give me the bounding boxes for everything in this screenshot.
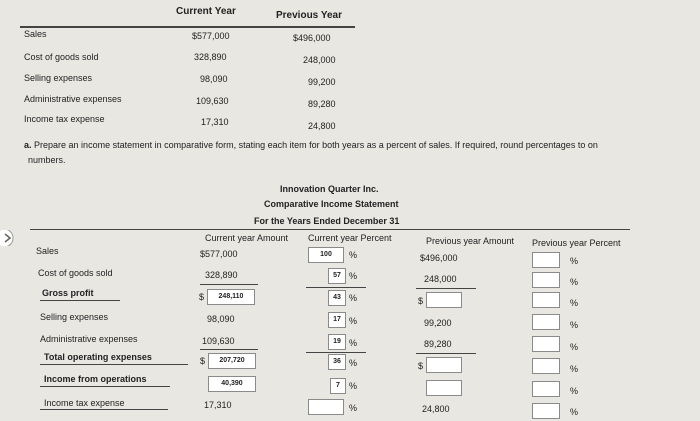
- current-percent-input[interactable]: 100: [308, 247, 344, 263]
- col-current-amount: Current year Amount: [205, 233, 289, 243]
- row-current: 17,310: [201, 117, 229, 127]
- current-percent-input[interactable]: 57: [328, 268, 346, 284]
- percent-sign: %: [349, 316, 358, 326]
- current-percent-input[interactable]: 43: [328, 290, 346, 306]
- statement-row-label: Income tax expense: [44, 398, 125, 408]
- percent-sign: %: [570, 298, 579, 308]
- company-name: Innovation Quarter Inc.: [280, 184, 379, 194]
- current-amount: 109,630: [202, 336, 235, 346]
- row-previous: 89,280: [308, 99, 336, 109]
- previous-amount-input[interactable]: [426, 292, 462, 308]
- percent-sign: %: [349, 403, 358, 413]
- instructions-text: Prepare an income statement in comparative form, stating each item for both years as a percent of sales. If required, round percentages to on: [34, 140, 598, 150]
- current-amount: 17,310: [204, 400, 232, 410]
- percent-sign: %: [349, 293, 358, 303]
- statement-row-label: Selling expenses: [40, 312, 109, 322]
- previous-amount: 89,280: [424, 339, 452, 349]
- percent-sign: %: [570, 320, 579, 330]
- percent-sign: %: [349, 381, 358, 391]
- dollar-sign: $: [418, 296, 424, 306]
- dollar-sign: $: [418, 361, 424, 371]
- previous-amount: 24,800: [422, 404, 450, 414]
- header-previous-year: Previous Year: [276, 10, 342, 21]
- statement-row-label: Administrative expenses: [40, 334, 138, 344]
- percent-sign: %: [570, 256, 579, 266]
- current-amount-input[interactable]: 248,110: [207, 289, 255, 305]
- current-amount-input[interactable]: 40,390: [208, 376, 256, 392]
- statement-period: For the Years Ended December 31: [254, 216, 400, 226]
- percent-sign: %: [570, 342, 579, 352]
- previous-percent-input[interactable]: [532, 358, 560, 374]
- header-current-year: Current Year: [176, 6, 236, 17]
- statement-row-label: Cost of goods sold: [38, 268, 113, 278]
- current-percent-input[interactable]: 19: [328, 334, 346, 350]
- statement-row-label: Income from operations: [44, 374, 147, 384]
- row-previous: 248,000: [303, 55, 336, 65]
- current-amount: 98,090: [207, 314, 235, 324]
- current-percent-input[interactable]: [308, 399, 344, 415]
- previous-amount: 248,000: [424, 274, 457, 284]
- previous-percent-input[interactable]: [532, 292, 560, 308]
- row-label: Administrative expenses: [24, 94, 122, 104]
- previous-percent-input[interactable]: [532, 272, 560, 288]
- percent-sign: %: [349, 358, 358, 368]
- current-percent-input[interactable]: 36: [328, 354, 346, 370]
- dollar-sign: $: [200, 356, 206, 366]
- previous-amount: 99,200: [424, 318, 452, 328]
- statement-row-label: Gross profit: [42, 288, 94, 298]
- previous-percent-input[interactable]: [532, 252, 560, 268]
- instructions-prefix: a.: [24, 140, 32, 150]
- percent-sign: %: [570, 364, 579, 374]
- previous-percent-input[interactable]: [532, 403, 560, 419]
- percent-sign: %: [349, 271, 358, 281]
- current-percent-input[interactable]: 17: [328, 312, 346, 328]
- previous-percent-input[interactable]: [532, 314, 560, 330]
- col-current-percent: Current year Percent: [308, 233, 392, 243]
- row-current: 98,090: [200, 74, 228, 84]
- percent-sign: %: [570, 386, 579, 396]
- previous-amount: $496,000: [420, 253, 458, 263]
- row-label: Income tax expense: [24, 114, 105, 124]
- current-percent-input[interactable]: 7: [330, 378, 346, 394]
- chevron-right-icon[interactable]: [0, 230, 16, 246]
- row-current: $577,000: [192, 31, 230, 41]
- row-current: 109,630: [196, 96, 229, 106]
- row-previous: 24,800: [308, 121, 336, 131]
- current-amount: 328,890: [205, 270, 238, 280]
- previous-amount-input[interactable]: [426, 380, 462, 396]
- row-current: 328,890: [194, 52, 227, 62]
- dollar-sign: $: [199, 292, 205, 302]
- col-previous-percent: Previous year Percent: [532, 238, 621, 248]
- row-previous: 99,200: [308, 77, 336, 87]
- percent-sign: %: [570, 277, 579, 287]
- previous-amount-input[interactable]: [426, 357, 462, 373]
- current-amount-input[interactable]: 207,720: [208, 353, 256, 369]
- percent-sign: %: [570, 407, 579, 417]
- row-label: Sales: [24, 29, 47, 39]
- statement-title: Comparative Income Statement: [264, 199, 399, 209]
- instructions-text-2: numbers.: [28, 155, 66, 165]
- previous-percent-input[interactable]: [532, 381, 560, 397]
- previous-percent-input[interactable]: [532, 336, 560, 352]
- statement-row-label: Sales: [36, 246, 59, 256]
- row-previous: $496,000: [293, 33, 331, 43]
- col-previous-amount: Previous year Amount: [426, 236, 515, 246]
- row-label: Selling expenses: [24, 73, 93, 83]
- percent-sign: %: [349, 250, 358, 260]
- current-amount: $577,000: [200, 249, 238, 259]
- percent-sign: %: [349, 338, 358, 348]
- statement-row-label: Total operating expenses: [44, 352, 152, 362]
- row-label: Cost of goods sold: [24, 52, 99, 62]
